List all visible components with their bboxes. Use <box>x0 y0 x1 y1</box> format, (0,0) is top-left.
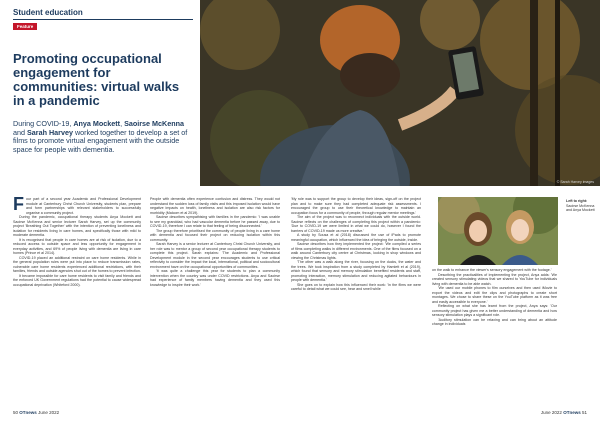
paragraph: 'Auditory stimulation can be relaxing and can bring about an attitude change in individuals <box>432 317 557 326</box>
paragraph: 'My role was to support the group to develop their ideas, sign-off on the project plan and to make sure they had completed adequate risk assessments. I encouraged the group to use their theoretical knowledge to maintain an occupation focus for a community of people, through regular mentor meetings.' <box>291 197 421 215</box>
author-sarah: Sarah Harvey <box>27 127 73 137</box>
paragraph: 'It was quite a challenge this year for students to plan a community intervention when the country was under COVID restrictions. Anya and Saoirse had experience of family members having dementia and they used this knowledge to inspire their work.' <box>150 269 280 287</box>
body-column-4 <box>432 268 557 327</box>
paragraph: She goes on to explain how this influenced their work: 'In the films we were careful to detail what we could see, hear and smell while <box>291 282 421 291</box>
standfirst: During COVID-19, Anya Mockett, Saoirse McKenna and Sarah Harvey worked together to develop a set of films to promote virtual engagement with the outside space for people with dementia. <box>13 119 188 154</box>
publication-left: OTnews <box>19 410 37 415</box>
paragraph: 'We used our mobile phones to film ourselves and then used iMovie to export the videos and edit the clips and photographs to create short montages. We chose to share these on the YouTube platform as it was free and easily accessible to everyone.' <box>432 286 557 304</box>
hero-photo <box>200 0 600 186</box>
section-label: Student education <box>13 8 83 17</box>
paragraph: It is recognised that people in care homes are at risk of isolation, due to a reduced access to outside space and less opportunity for engagement in everyday activities, and 69% of people living with dementia are living in care homes (Prince et al 2014). <box>13 237 141 255</box>
paragraph: COVID-19 placed an additional restraint on care home residents. While in the general population rules were put into place to reduce transmission rates, vulnerable care home residents experienced additional restrictions, with their families, friends and outside agencies shut out of the homes to prevent infection. <box>13 255 141 273</box>
student-photo <box>438 197 558 265</box>
paragraph: The aim of the project was to reconnect individuals with the outside world. Saoirse reflects on the challenges of completing this project within a pandemic: 'Due to COVID-19 we were limited in what we could do, however I found the barriers of COVID-19 made us more creative.' <box>291 215 421 233</box>
footer-left <box>13 410 59 415</box>
body-column-2 <box>150 197 280 287</box>
paragraph: our part of a second year Academic and Professional Development module at Canterbury Christ Church University, students plan, prepare and form partnerships with relevant stakeholders to successfully organise a community project. <box>26 197 141 215</box>
paragraph: The group therefore prioritised the community of people living in a care home with dementia and focused their project on reducing isolation within this community. <box>150 228 280 242</box>
article-title: Promoting occupational engagement for communities: virtual walks in a pandemic <box>13 51 180 108</box>
body-column-3 <box>291 197 421 292</box>
author-saoirse: Saoirse McKenna <box>124 119 184 128</box>
publication-right: OTnews <box>563 410 581 415</box>
page-number-left: 50 <box>13 410 19 415</box>
paragraph: Saoirse describes how they implemented the project: 'We compiled a series of films completing walks in different environments. One of the films focused on a walk around Canterbury city centre at Christmas, looking in shop windows and viewing the Christmas lights. <box>291 242 421 260</box>
paragraph: A study by Sousa et al (2018) discussed the use of iPads to promote meaningful occupation, which influenced the idea of bringing the outside, inside. <box>291 233 421 242</box>
paragraph: It became impossible for care home residents to visit family and friends and the enforced UK Government regulations had the potential to cause widespread occupational deprivation (Whiteford 2000). <box>13 273 141 287</box>
section-rule <box>13 19 193 20</box>
feature-badge: Feature <box>13 23 37 30</box>
body-column-1 <box>13 194 141 287</box>
issue-date-right: June 2022 <box>540 410 562 415</box>
hero-illustration <box>200 0 600 186</box>
paragraph: Saoirse describes sympathising with families in the pandemic: 'I was unable to see my granddad, who had vascular dementia before he passed away, due to COVID-19, therefore I can relate to that feeling of being disconnected.' <box>150 215 280 228</box>
issue-date-left: June 2022 <box>38 410 60 415</box>
hero-credit: © Sarah Harvey images <box>556 180 594 184</box>
paragraph: 'The other was a walk along the river, focusing on the ducks, the water and the trees. We took inspiration from a study completed by Hamlett et al (2019), which found that sensory and memory stimulation benefited residents and staff, promoting interaction, memory stimulation and reducing agitated behaviours in people with dementia.' <box>291 260 421 282</box>
paragraph: Sarah Harvey is a senior lecturer at Canterbury Christ Church University, and her role was to mentor a group of second year occupational therapy students to complete this project. Sarah explains: 'The Academic and Professional Development module in the second year encourages students to use critical reflexivity to consider the impact the local, international, political and sociocultural environment have on the occupational opportunities of communities. <box>150 242 280 269</box>
footer-right <box>541 410 587 415</box>
paragraph: Reflecting on what she has learnt from the project, Anya says: 'Our community project has given me a better understanding of dementia and how sensory stimulation plays a significant role. <box>432 304 557 317</box>
page-number-right: 51 <box>581 410 587 415</box>
paragraph: on the walk to enhance the viewer's sensory engagement with the footage.' <box>432 268 552 272</box>
dropcap: F <box>13 194 24 214</box>
paragraph: During the pandemic, occupational therapy students Anya Mockett and Saoirse McKenna and senior lecturer Sarah Harvey, set up the community project 'Breathing Out Together' with the intention of preventing loneliness and isolation for residents living in care homes, and specifically those with mild to moderate dementia. <box>13 215 141 237</box>
paragraph: People with dementia often experience confusion and distress. They would not understand the sudden loss of family visits and this imposed isolation would have negative impacts on health, loneliness and isolation are also risk factors for morbidity (Malcom et al 2019). <box>150 197 280 215</box>
paragraph: Describing the practicalities of implementing the project, Anya adds: 'We created sensory stimulating videos that we shared to YouTube for individuals living with dementia to be able watch. <box>432 272 557 286</box>
student-photo-illustration <box>438 197 558 265</box>
student-photo-caption: Left to right: Saoirse McKenna and Anya Mockett <box>566 199 595 212</box>
author-anya: Anya Mockett <box>73 119 121 128</box>
